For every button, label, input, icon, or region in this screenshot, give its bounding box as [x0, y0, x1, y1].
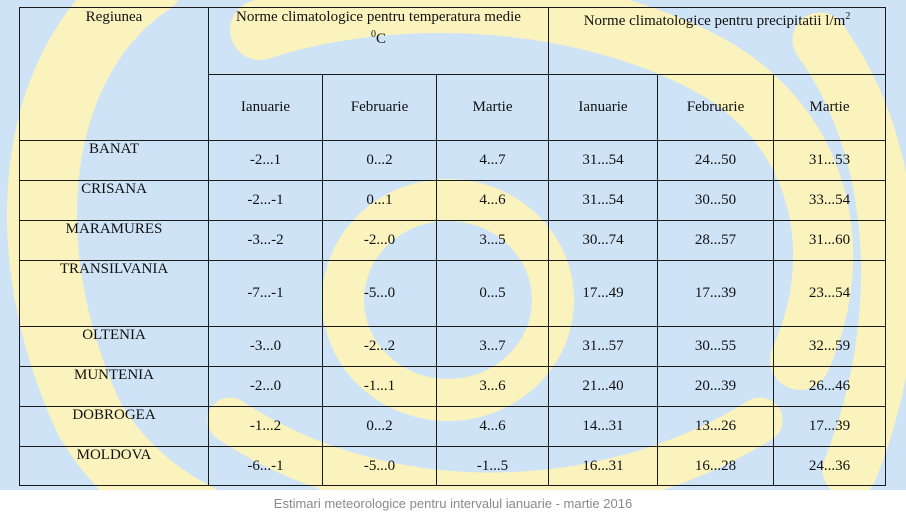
- table-cell: 23...54: [774, 261, 886, 327]
- table-cell: 31...54: [549, 181, 658, 221]
- table-cell: 30...74: [549, 221, 658, 261]
- table-cell: -2...2: [323, 327, 437, 367]
- table-row: [20, 447, 886, 486]
- table-cell: -7...-1: [209, 261, 323, 327]
- table-cell: 21...40: [549, 367, 658, 407]
- table-cell: 13...26: [658, 407, 774, 447]
- month-header: Martie: [437, 75, 549, 141]
- image-caption: Estimari meteorologice pentru intervalul ianuarie - martie 2016: [273, 496, 633, 511]
- region-name: TRANSILVANIA: [20, 261, 209, 327]
- month-header: Ianuarie: [209, 75, 323, 141]
- table-cell: -3...-2: [209, 221, 323, 261]
- region-name: MARAMURES: [20, 221, 209, 261]
- table-cell: 17...49: [549, 261, 658, 327]
- table-row: [20, 261, 886, 327]
- table-cell: 0...5: [437, 261, 549, 327]
- temperature-unit-superscript: 0: [370, 29, 376, 40]
- region-name: DOBROGEA: [20, 407, 209, 447]
- temperature-unit: C: [375, 31, 386, 47]
- table-cell: 26...46: [774, 367, 886, 407]
- table-cell: -2...1: [209, 141, 323, 181]
- month-header: Februarie: [323, 75, 437, 141]
- table-row: [20, 141, 886, 181]
- table-cell: 0...2: [323, 407, 437, 447]
- table-cell: 17...39: [658, 261, 774, 327]
- table-cell: 31...54: [549, 141, 658, 181]
- table-cell: -3...0: [209, 327, 323, 367]
- table-cell: 4...6: [437, 407, 549, 447]
- table-cell: 28...57: [658, 221, 774, 261]
- table-cell: 17...39: [774, 407, 886, 447]
- month-header: Martie: [774, 75, 886, 141]
- table-cell: 30...55: [658, 327, 774, 367]
- table-cell: 24...50: [658, 141, 774, 181]
- month-header: Ianuarie: [549, 75, 658, 141]
- table-cell: 14...31: [549, 407, 658, 447]
- table-row: [20, 367, 886, 407]
- table-cell: 4...7: [437, 141, 549, 181]
- table-cell: 3...7: [437, 327, 549, 367]
- region-name: OLTENIA: [20, 327, 209, 367]
- table-cell: -6...-1: [209, 447, 323, 486]
- table-cell: 33...54: [774, 181, 886, 221]
- table-cell: -1...1: [323, 367, 437, 407]
- table-cell: 4...6: [437, 181, 549, 221]
- table-row: [20, 327, 886, 367]
- table-cell: -2...0: [209, 367, 323, 407]
- table-cell: 24...36: [774, 447, 886, 486]
- climate-norms-table: [19, 7, 886, 486]
- month-header: Februarie: [658, 75, 774, 141]
- region-name: MUNTENIA: [20, 367, 209, 407]
- table-cell: 0...1: [323, 181, 437, 221]
- table-cell: -1...5: [437, 447, 549, 486]
- table-row: [20, 181, 886, 221]
- precipitation-unit-superscript: 2: [845, 11, 851, 22]
- table-cell: 0...2: [323, 141, 437, 181]
- temperature-group-header: [209, 8, 549, 75]
- temperature-header-label: Norme climatologice pentru temperatura medie: [236, 9, 521, 25]
- table-cell: -1...2: [209, 407, 323, 447]
- precipitation-header-label: Norme climatologice pentru precipitatii l/m: [583, 13, 846, 29]
- table-cell: 16...31: [549, 447, 658, 486]
- table-cell: -2...-1: [209, 181, 323, 221]
- table-cell: 31...57: [549, 327, 658, 367]
- table-cell: 31...60: [774, 221, 886, 261]
- table-row: [20, 407, 886, 447]
- table-cell: -5...0: [323, 447, 437, 486]
- table-cell: 3...5: [437, 221, 549, 261]
- region-name: MOLDOVA: [20, 447, 209, 486]
- table-cell: -5...0: [323, 261, 437, 327]
- table-cell: 32...59: [774, 327, 886, 367]
- table-cell: 3...6: [437, 367, 549, 407]
- precipitation-group-header: [549, 8, 886, 75]
- region-name: BANAT: [20, 141, 209, 181]
- table-cell: 16...28: [658, 447, 774, 486]
- table-cell: 31...53: [774, 141, 886, 181]
- table-cell: 20...39: [658, 367, 774, 407]
- table-cell: -2...0: [323, 221, 437, 261]
- region-column-header: Regiunea: [20, 8, 209, 141]
- table-cell: 30...50: [658, 181, 774, 221]
- table-row: [20, 221, 886, 261]
- region-name: CRISANA: [20, 181, 209, 221]
